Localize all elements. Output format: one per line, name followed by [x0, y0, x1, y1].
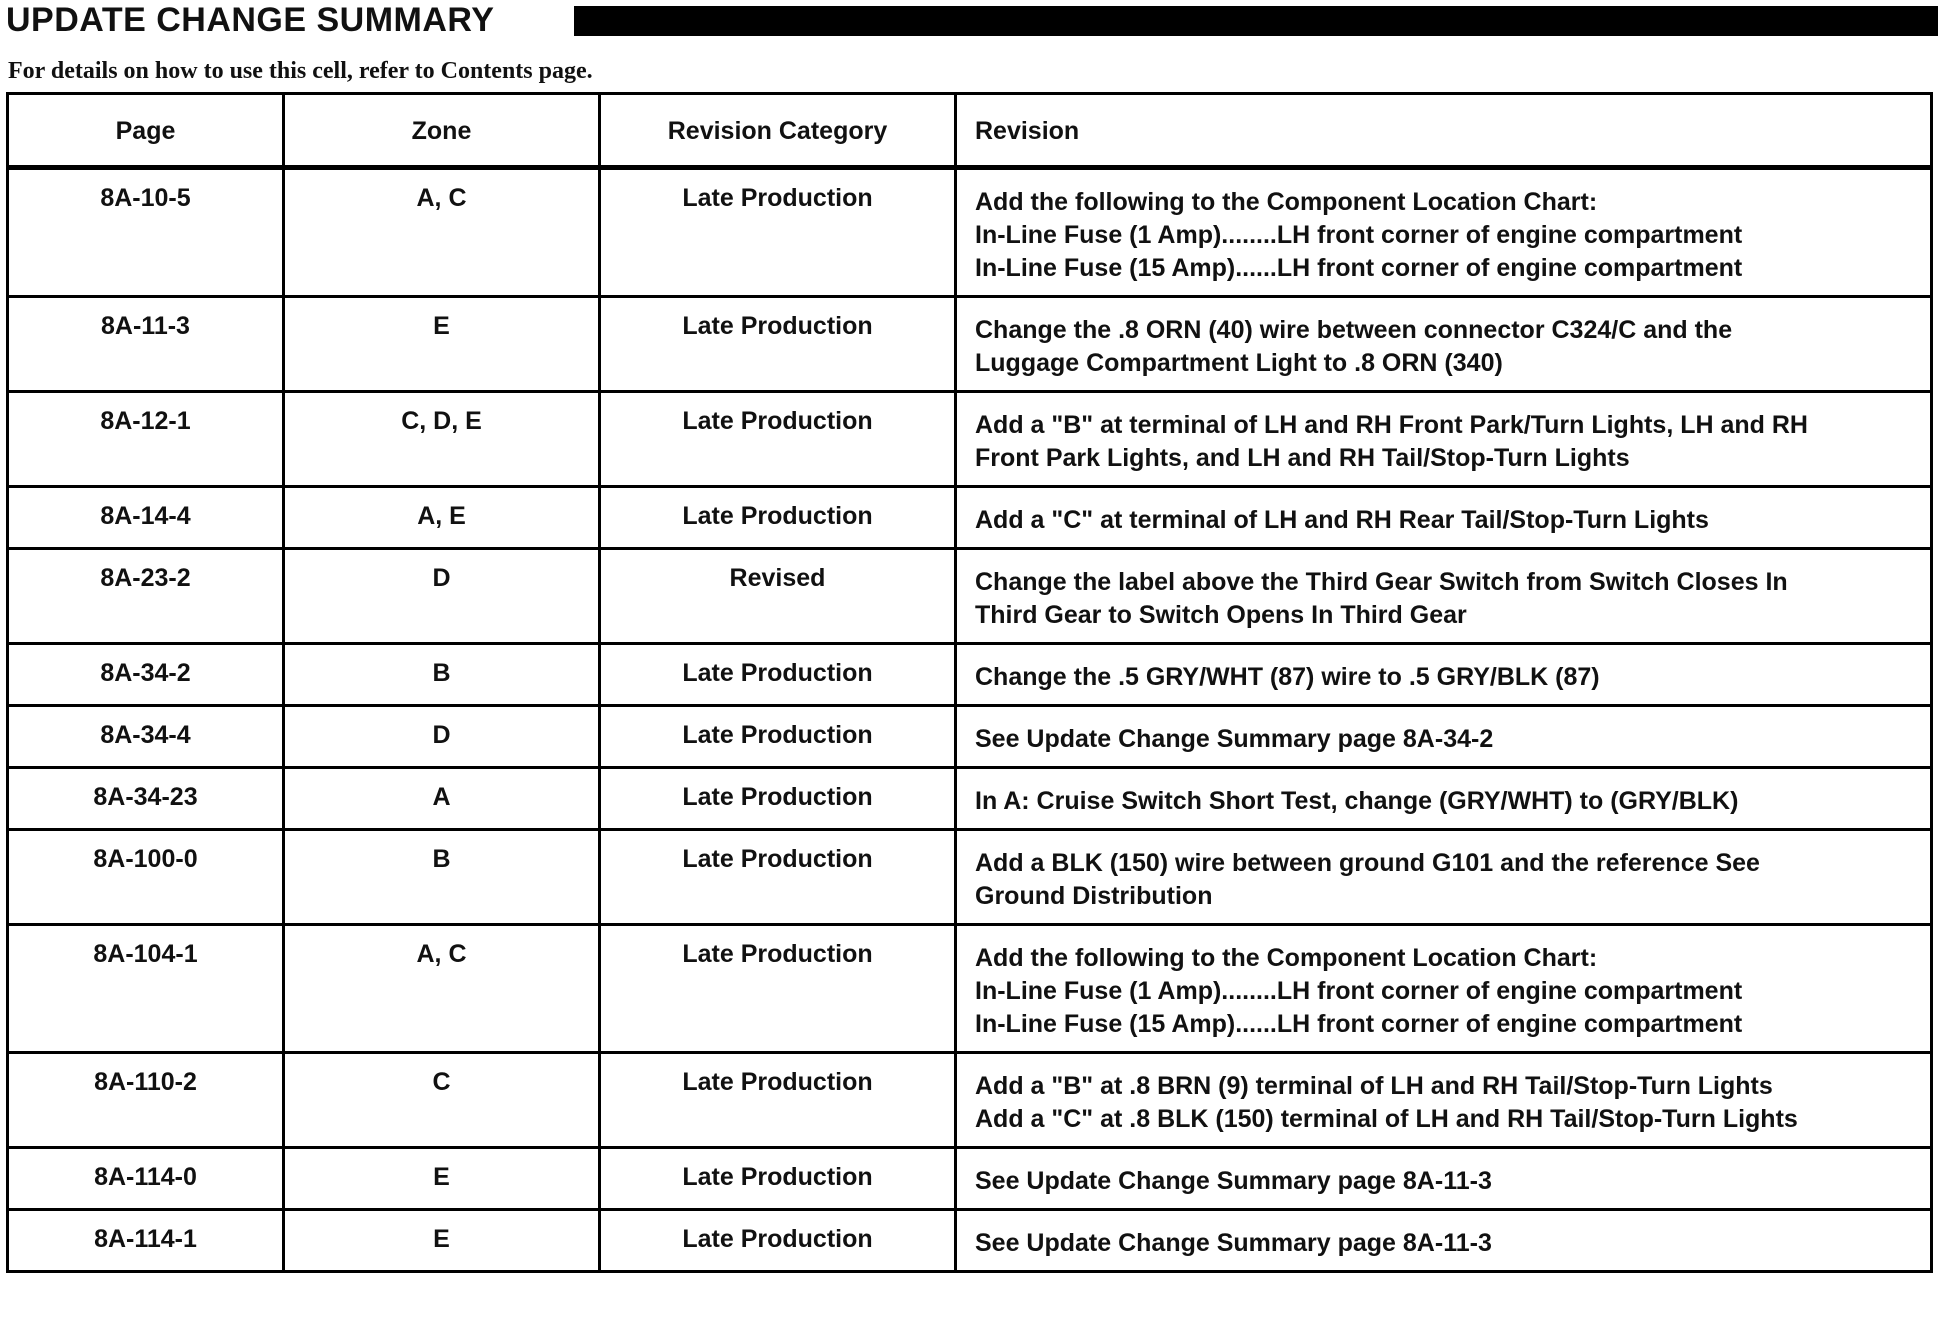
column-header-revision-category: Revision Category	[600, 94, 956, 168]
cell-page: 8A-104-1	[8, 925, 284, 1053]
revision-line: In A: Cruise Switch Short Test, change (GRY/WHT) to (GRY/BLK)	[975, 787, 1739, 815]
revision-line: Luggage Compartment Light to .8 ORN (340)	[975, 349, 1503, 377]
cell-revision	[956, 168, 1932, 297]
cell-revision-category: Late Production	[600, 297, 956, 392]
cell-revision	[956, 392, 1932, 487]
cell-page: 8A-34-2	[8, 644, 284, 706]
table-row	[8, 1053, 1932, 1148]
column-header-revision: Revision	[956, 94, 1932, 168]
cell-page: 8A-34-23	[8, 768, 284, 830]
cell-revision-category: Late Production	[600, 925, 956, 1053]
revision-line: Add a "C" at .8 BLK (150) terminal of LH and RH Tail/Stop-Turn Lights	[975, 1105, 1798, 1133]
cell-zone: A, C	[284, 925, 600, 1053]
cell-revision-category: Late Production	[600, 1148, 956, 1210]
cell-revision	[956, 487, 1932, 549]
cell-zone: B	[284, 644, 600, 706]
table-row	[8, 487, 1932, 549]
cell-revision	[956, 1210, 1932, 1272]
cell-revision-category: Late Production	[600, 768, 956, 830]
table-row	[8, 549, 1932, 644]
cell-revision	[956, 768, 1932, 830]
table-row	[8, 830, 1932, 925]
revision-line: Add a "B" at .8 BRN (9) terminal of LH and RH Tail/Stop-Turn Lights	[975, 1072, 1773, 1100]
revision-line: In-Line Fuse (15 Amp)......LH front corner of engine compartment	[975, 254, 1743, 282]
cell-zone: B	[284, 830, 600, 925]
revision-line: See Update Change Summary page 8A-11-3	[975, 1167, 1492, 1195]
revision-line: Ground Distribution	[975, 882, 1213, 910]
revision-line: Add a BLK (150) wire between ground G101 and the reference See	[975, 849, 1760, 877]
cell-zone: A, E	[284, 487, 600, 549]
revision-line: In-Line Fuse (15 Amp)......LH front corner of engine compartment	[975, 1010, 1743, 1038]
cell-revision-category: Late Production	[600, 1210, 956, 1272]
title-rule-bar	[574, 6, 1938, 36]
cell-zone: A	[284, 768, 600, 830]
cell-zone: C	[284, 1053, 600, 1148]
revision-line: Third Gear to Switch Opens In Third Gear	[975, 601, 1467, 629]
revision-line: Change the label above the Third Gear Switch from Switch Closes In	[975, 568, 1788, 596]
revision-line: Add a "C" at terminal of LH and RH Rear Tail/Stop-Turn Lights	[975, 506, 1709, 534]
cell-page: 8A-100-0	[8, 830, 284, 925]
cell-revision	[956, 706, 1932, 768]
cell-page: 8A-114-0	[8, 1148, 284, 1210]
table-row	[8, 392, 1932, 487]
update-change-summary-table	[6, 92, 1933, 1273]
cell-revision-category: Late Production	[600, 830, 956, 925]
cell-page: 8A-12-1	[8, 392, 284, 487]
cell-revision	[956, 925, 1932, 1053]
revision-line: In-Line Fuse (1 Amp)........LH front corner of engine compartment	[975, 977, 1743, 1005]
cell-revision-category: Late Production	[600, 1053, 956, 1148]
cell-revision-category: Late Production	[600, 644, 956, 706]
cell-page: 8A-10-5	[8, 168, 284, 297]
cell-revision-category: Late Production	[600, 706, 956, 768]
cell-revision	[956, 1148, 1932, 1210]
cell-page: 8A-110-2	[8, 1053, 284, 1148]
revision-line: See Update Change Summary page 8A-11-3	[975, 1229, 1492, 1257]
table-row	[8, 168, 1932, 297]
cell-revision	[956, 644, 1932, 706]
revision-line: In-Line Fuse (1 Amp)........LH front corner of engine compartment	[975, 221, 1743, 249]
cell-zone: D	[284, 706, 600, 768]
revision-line: Add a "B" at terminal of LH and RH Front Park/Turn Lights, LH and RH	[975, 411, 1808, 439]
revision-line: Front Park Lights, and LH and RH Tail/Stop-Turn Lights	[975, 444, 1630, 472]
table-row	[8, 1148, 1932, 1210]
revision-line: Change the .8 ORN (40) wire between connector C324/C and the	[975, 316, 1733, 344]
cell-revision	[956, 830, 1932, 925]
cell-zone: E	[284, 1210, 600, 1272]
revision-line: Add the following to the Component Location Chart:	[975, 188, 1598, 216]
cell-revision-category: Late Production	[600, 487, 956, 549]
table-header-row	[8, 94, 1932, 168]
revision-line: Change the .5 GRY/WHT (87) wire to .5 GRY/BLK (87)	[975, 663, 1600, 691]
page-header	[0, 0, 1938, 46]
table-row	[8, 706, 1932, 768]
table-row	[8, 768, 1932, 830]
column-header-page: Page	[8, 94, 284, 168]
column-header-zone: Zone	[284, 94, 600, 168]
page-subtitle: For details on how to use this cell, refer to Contents page.	[8, 58, 593, 84]
cell-revision	[956, 1053, 1932, 1148]
revision-line: Add the following to the Component Location Chart:	[975, 944, 1598, 972]
cell-zone: C, D, E	[284, 392, 600, 487]
cell-page: 8A-14-4	[8, 487, 284, 549]
cell-revision-category: Late Production	[600, 168, 956, 297]
cell-revision-category: Revised	[600, 549, 956, 644]
cell-revision	[956, 297, 1932, 392]
table-row	[8, 297, 1932, 392]
cell-revision	[956, 549, 1932, 644]
cell-revision-category: Late Production	[600, 392, 956, 487]
table-row	[8, 925, 1932, 1053]
cell-zone: D	[284, 549, 600, 644]
cell-zone: E	[284, 297, 600, 392]
table-row	[8, 1210, 1932, 1272]
cell-page: 8A-11-3	[8, 297, 284, 392]
revision-line: See Update Change Summary page 8A-34-2	[975, 725, 1494, 753]
page-title: UPDATE CHANGE SUMMARY	[6, 1, 495, 39]
cell-page: 8A-23-2	[8, 549, 284, 644]
cell-zone: A, C	[284, 168, 600, 297]
cell-page: 8A-34-4	[8, 706, 284, 768]
cell-zone: E	[284, 1148, 600, 1210]
cell-page: 8A-114-1	[8, 1210, 284, 1272]
table-row	[8, 644, 1932, 706]
